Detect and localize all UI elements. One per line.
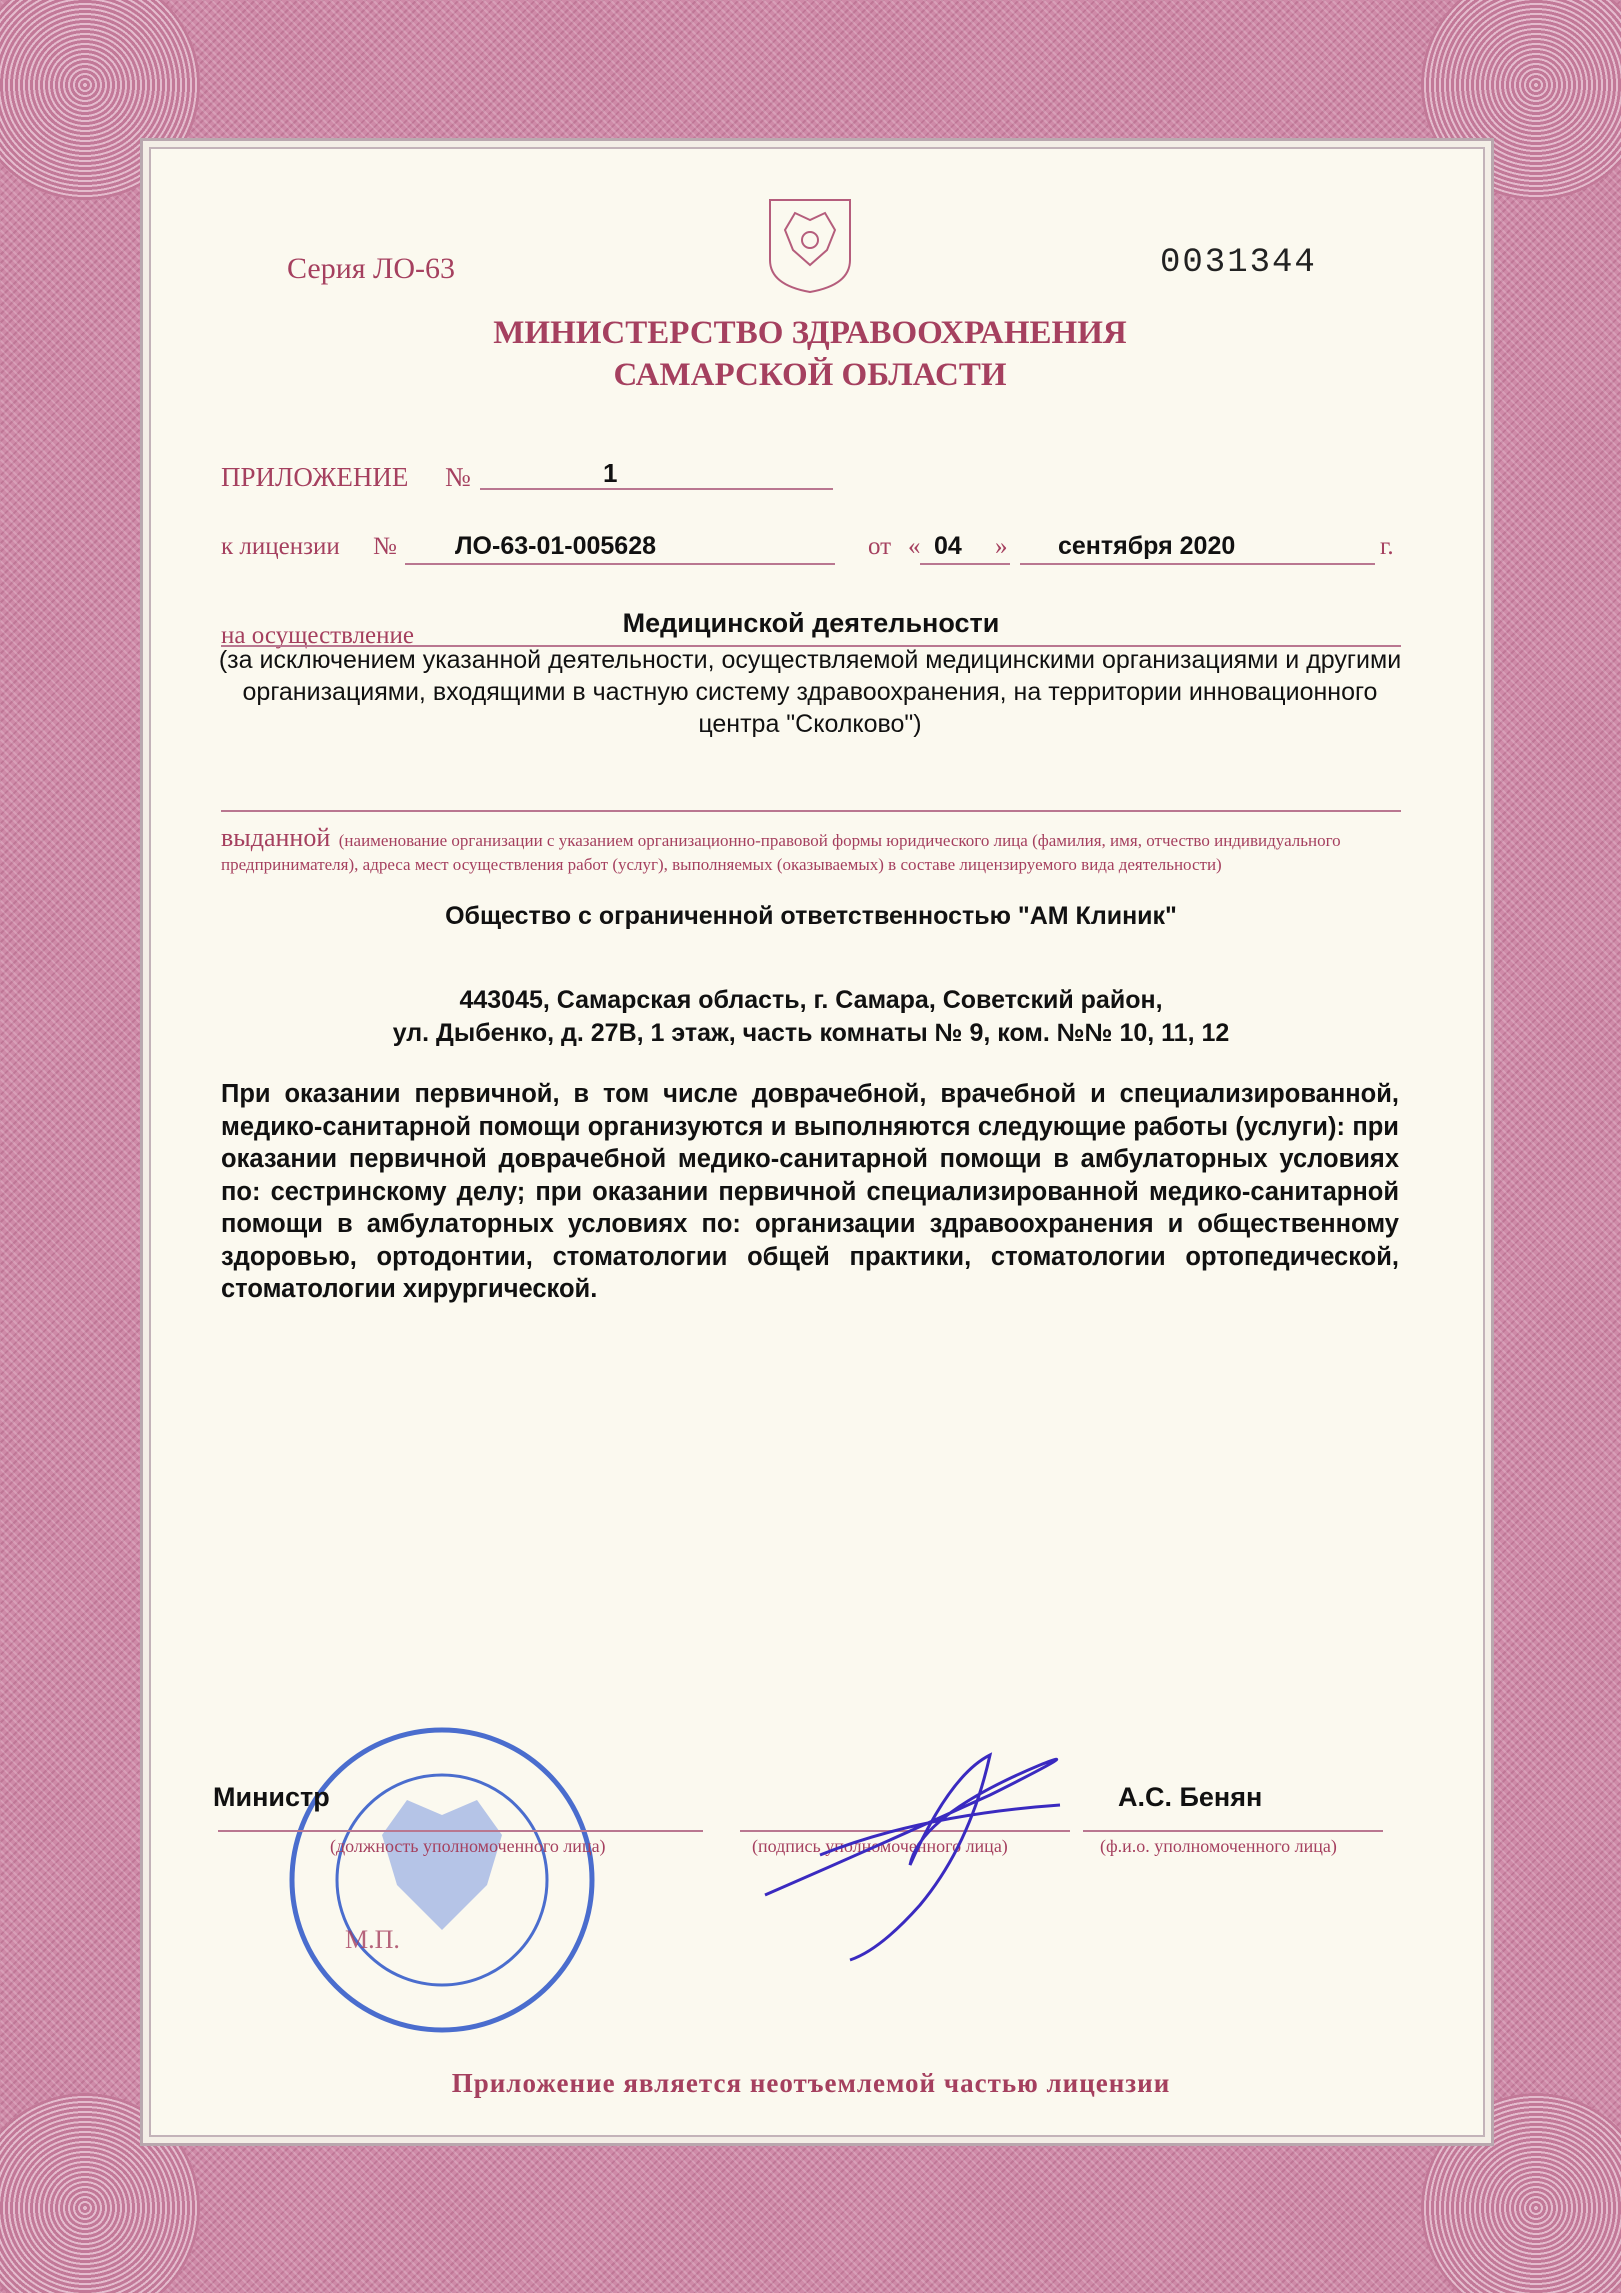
activity-exclusion-note: (за исключением указанной деятельности, осуществляемой медицинскими организациями и другими организациями, входящими в частную систему здравоохранения, на территории инновационного центра "Сколково")	[218, 646, 1402, 738]
official-seal-icon	[287, 1725, 597, 2035]
issuing-authority	[300, 312, 1320, 396]
handwritten-signature	[760, 1735, 1100, 1965]
seal-place-label: М.П.	[345, 1925, 400, 1954]
services-description: При оказании первичной, в том числе доврачебной, врачебной и специализированной, медико-санитарной помощи организуются и выполняются следующие работы (услуги): при оказании первичной доврачебной медико-санитарной помощи в амбулаторных условиях по: сестринскому делу; при оказании первичной специализированной медико-санитарной помощи в амбулаторных условиях по: организации здравоохранения и общественному здоровью, ортодонтии, стоматологии общей практики, стоматологии ортопедической, стоматологии хирургической.	[221, 1080, 1399, 1303]
license-label: к лицензии	[221, 533, 340, 560]
appendix-no-label: №	[445, 462, 471, 492]
address-line: ул. Дыбенко, д. 27В, 1 этаж, часть комнаты № 9, ком. №№ 10, 11, 12	[392, 1019, 1230, 1047]
issued-label: выданной	[221, 823, 331, 852]
license-no-label: №	[373, 533, 397, 560]
quote-open: «	[908, 533, 921, 560]
authority-line: МИНИСТЕРСТВО ЗДРАВООХРАНЕНИЯ	[493, 315, 1127, 351]
organization-name: Общество с ограниченной ответственностью "АМ Клиник"	[445, 902, 1177, 930]
from-label: от	[868, 533, 892, 560]
appendix-number: 1	[603, 458, 618, 488]
signature-caption: (подпись уполномоченного лица)	[752, 1836, 1008, 1856]
authority-line: САМАРСКОЙ ОБЛАСТИ	[613, 357, 1007, 393]
year-suffix: г.	[1380, 533, 1394, 560]
license-month-year: сентября 2020	[1058, 532, 1236, 560]
series-label: Серия ЛО-63	[287, 252, 456, 285]
license-number: ЛО-63-01-005628	[455, 532, 657, 560]
signer-name: А.С. Бенян	[1118, 1782, 1263, 1812]
signer-position: Министр	[213, 1782, 330, 1812]
activity-type: Медицинской деятельности	[622, 608, 1000, 638]
form-number: 0031344	[1160, 244, 1317, 282]
name-caption: (ф.и.о. уполномоченного лица)	[1100, 1836, 1337, 1856]
quote-close: »	[995, 533, 1008, 560]
position-caption: (должность уполномоченного лица)	[330, 1836, 606, 1856]
footer-note: Приложение является неотъемлемой частью лицензии	[451, 2068, 1171, 2098]
coat-of-arms-icon	[765, 195, 855, 295]
appendix-label: ПРИЛОЖЕНИЕ	[221, 462, 409, 492]
address-line: 443045, Самарская область, г. Самара, Советский район,	[459, 986, 1163, 1014]
issued-to-section	[221, 823, 1401, 877]
activity-label: на осуществление	[221, 622, 415, 649]
issued-hint: (наименование организации с указанием организационно-правовой формы юридического лица (фамилия, имя, отчество индивидуального предпринимателя), адреса мест осуществления работ (услуг), выполняемых (оказываемых) в составе лицензируемого вида деятельности)	[221, 831, 1341, 874]
organization-address	[221, 984, 1401, 1050]
license-day: 04	[934, 532, 962, 560]
